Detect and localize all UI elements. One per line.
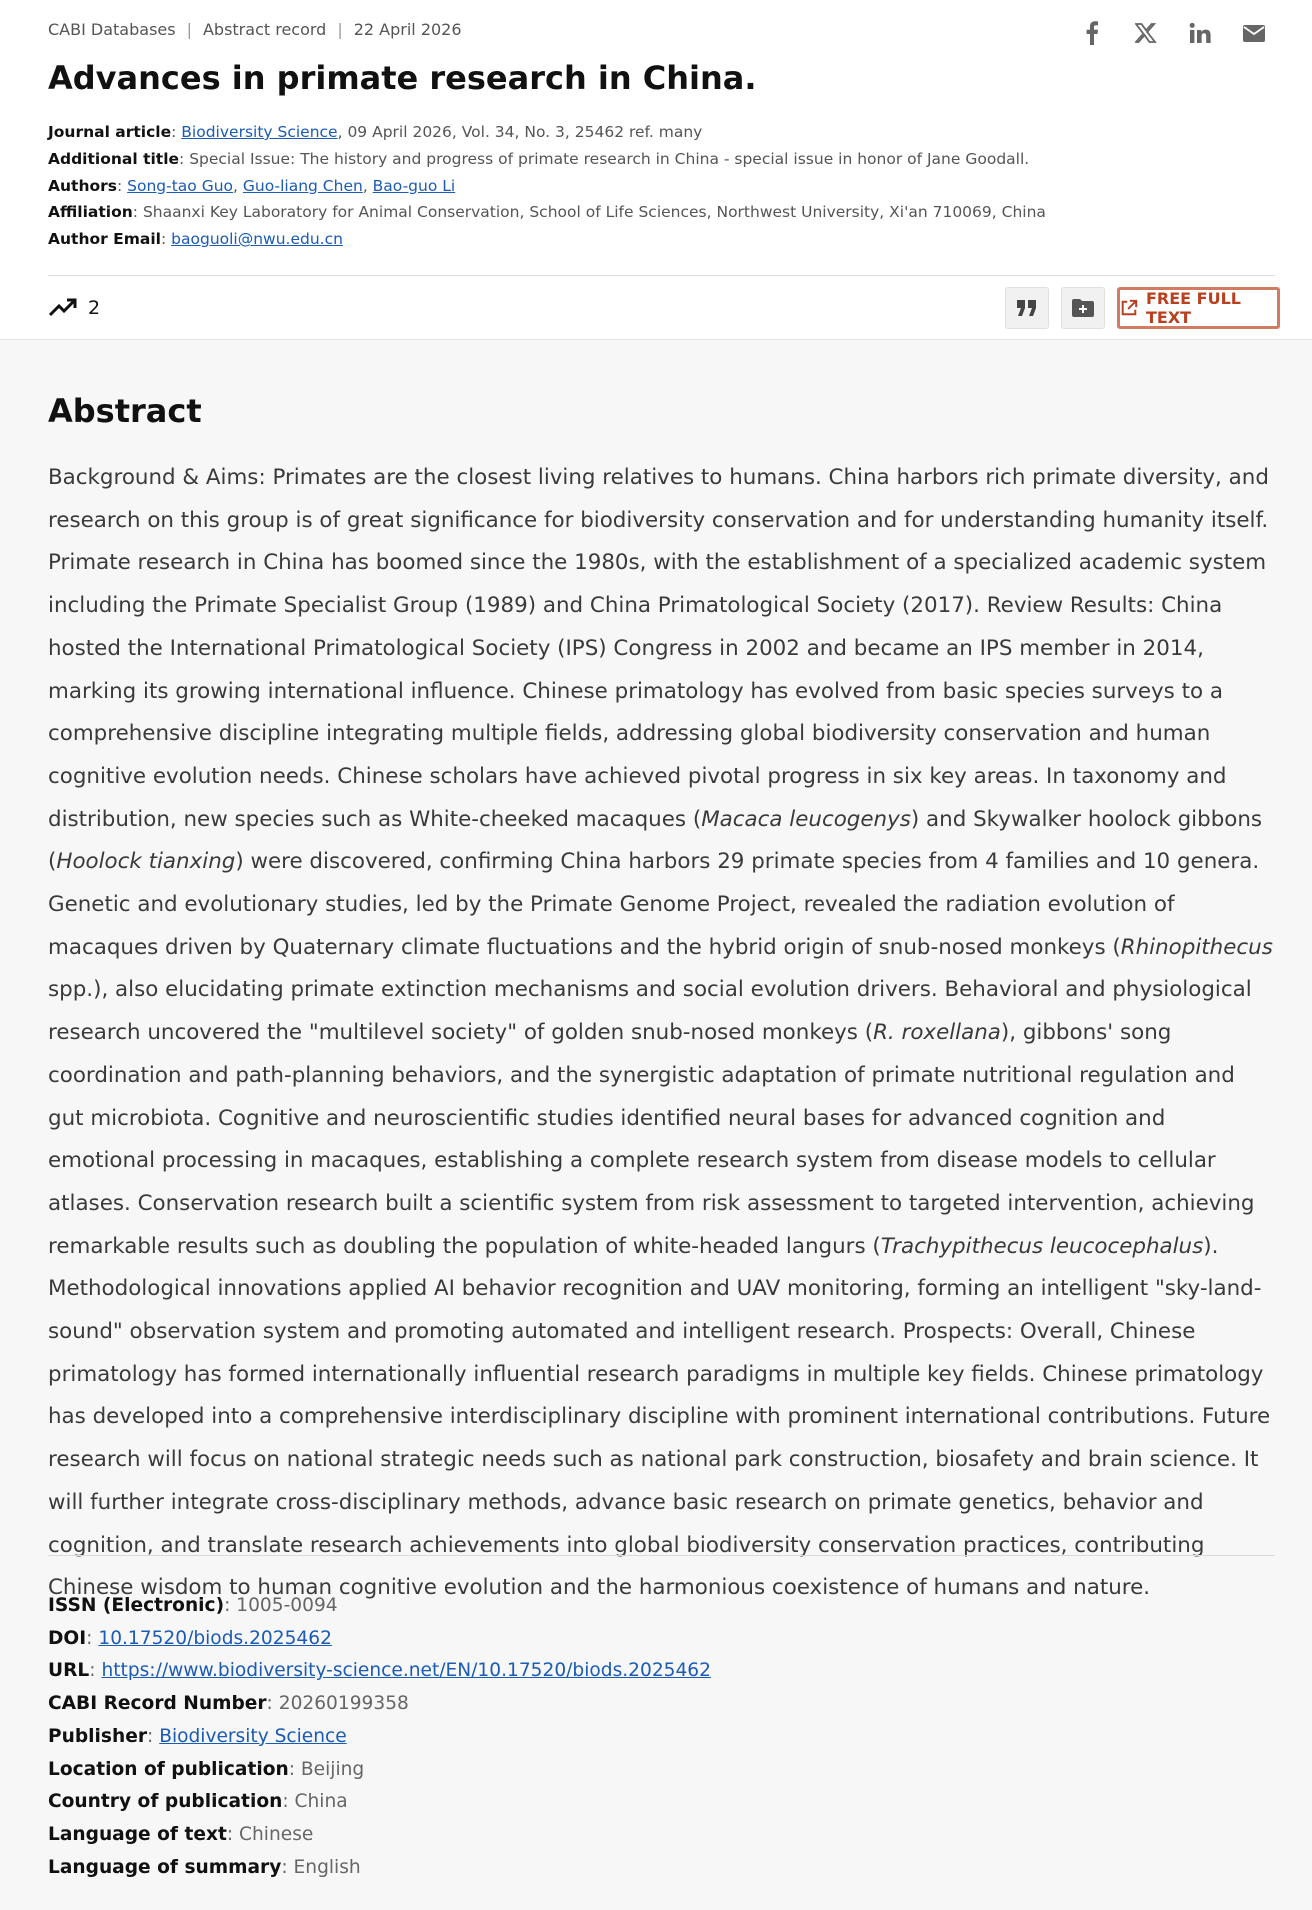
trend-count: 2 (88, 297, 101, 319)
language-text-value: Chinese (239, 1823, 314, 1845)
country-row: Country of publication: China (48, 1791, 348, 1813)
url-label: URL (48, 1660, 90, 1682)
record-meta (48, 119, 1275, 253)
abstract-segment: Background & Aims: Primates are the closest living relatives to humans. China harbors rich primate diversity, and research on this group is of great significance for biodiversity conservation and for understanding humanity itself. Primate research in China has boomed since the 1980s, with the establishment of a specialized academic system including the Primate Specialist Group (1989) and China Primatological Society (2017). Review Results: China hosted the International Primatological Society (IPS) Congress in 2002 and became an IPS member in 2014, marking its growing international influence. Chinese primatology has evolved from basic species surveys to a comprehensive discipline integrating multiple fields, addressing global biodiversity conservation and human cognitive evolution needs. Chinese scholars have achieved pivotal progress in six key areas. In taxonomy and distribution, new species such as White-cheeked macaques ( (48, 465, 1269, 832)
abstract-text (48, 457, 1275, 1610)
country-value: China (294, 1791, 348, 1813)
bibliographic-details (48, 1590, 711, 1884)
free-full-text-button[interactable] (1117, 287, 1280, 329)
free-full-text-label: FREE FULL TEXT (1145, 289, 1241, 327)
affiliation-label: Affiliation (48, 203, 133, 222)
record-number-row: CABI Record Number: 20260199358 (48, 1693, 409, 1715)
issn-label: ISSN (Electronic) (48, 1595, 225, 1616)
facebook-icon[interactable] (1072, 18, 1112, 48)
authors-line: Authors: Song-tao Guo, Guo-liang Chen, Bao-guo Li (48, 176, 456, 195)
abstract-segment: ) were discovered, confirming China harbors 29 primate species from 4 families and 10 genera. Genetic and evolutionary studies, led by the Primate Genome Project, revealed the radiation evolution of macaques driven by Quaternary climate fluctuations and the hybrid origin of snub-nosed monkeys ( (48, 849, 1260, 960)
language-summary-label: Language of summary (48, 1856, 282, 1878)
journal-line: Journal article: Biodiversity Science, 09 April 2026, Vol. 34, No. 3, 25462 ref. many (48, 123, 703, 141)
url-row: URL: https://www.biodiversity-science.net/EN/10.17520/biods.2025462 (48, 1660, 711, 1682)
author-link[interactable]: Guo-liang Chen (242, 176, 363, 195)
abstract-segment: ), gibbons' song coordination and path-planning behaviors, and the synergistic adaptation of primate nutritional regulation and gut microbiota. Cognitive and neuroscientific studies identified neural bases for advanced cognition and emotional processing in macaques, establishing a complete research system from disease models to cellular atlases. Conservation research built a scientific system from risk assessment to targeted intervention, achieving remarkable results such as doubling the population of white-headed langurs ( (48, 1020, 1255, 1259)
email-label: Author Email (48, 230, 161, 249)
trending-up-icon (48, 298, 78, 318)
page-title: Advances in primate research in China. (48, 59, 757, 97)
publisher-row: Publisher: Biodiversity Science (48, 1725, 347, 1747)
journal-info: , 09 April 2026, Vol. 34, No. 3, 25462 ref. many (337, 123, 703, 141)
species-name: Rhinopithecus (1120, 934, 1273, 960)
abstract-segment: spp.), also elucidating primate extinction mechanisms and social evolution drivers. Behavioral and physiological research uncovered the "multilevel society" of golden snub-nosed monkeys ( (48, 977, 1252, 1046)
journal-label: Journal article (48, 123, 172, 141)
language-text-row: Language of text: Chinese (48, 1823, 314, 1845)
doi-link[interactable]: 10.17520/biods.2025462 (98, 1627, 332, 1649)
email-line: Author Email: baoguoli@nwu.edu.cn (48, 230, 343, 249)
abstract-segment: ) and Skywalker hoolock gibbons ( (48, 806, 1263, 875)
record-header (0, 0, 1312, 340)
breadcrumb-record-type: Abstract record (202, 20, 327, 39)
doi-label: DOI (48, 1627, 87, 1649)
quote-icon (1017, 300, 1037, 316)
cite-button[interactable] (1005, 287, 1049, 329)
species-name: Trachypithecus leucocephalus (880, 1233, 1204, 1259)
breadcrumb-separator: | (337, 20, 343, 39)
species-name: Macaca leucogenys (701, 806, 911, 832)
url-link[interactable]: https://www.biodiversity-science.net/EN/10.17520/biods.2025462 (101, 1660, 711, 1682)
publisher-label: Publisher (48, 1725, 148, 1747)
x-icon[interactable] (1126, 18, 1166, 48)
species-name: R. roxellana (873, 1020, 1001, 1046)
additional-title-line: Additional title: Special Issue: The history and progress of primate research in China - special issue in honor of Jane Goodall. (48, 149, 1030, 168)
language-text-label: Language of text (48, 1823, 227, 1845)
species-name: Hoolock tianxing (56, 849, 236, 875)
author-email-link[interactable]: baoguoli@nwu.edu.cn (171, 230, 343, 249)
language-summary-row: Language of summary: English (48, 1856, 361, 1878)
save-to-folder-button[interactable] (1061, 287, 1105, 329)
share-bar (1072, 18, 1274, 48)
email-icon[interactable] (1234, 18, 1274, 48)
location-row: Location of publication: Beijing (48, 1758, 365, 1780)
breadcrumb-separator: | (186, 20, 192, 39)
breadcrumb-date: 22 April 2026 (353, 20, 462, 39)
external-link-icon (1120, 298, 1138, 318)
abstract-heading: Abstract (48, 392, 202, 430)
divider (48, 275, 1275, 276)
abstract-segment: ). Methodological innovations applied AI behavior recognition and UAV monitoring, forming an intelligent "sky-land-sound" observation system and promoting automated and intelligent research. Prospects: Overall, Chinese primatology has formed internationally influential research paradigms in multiple key fields. Chinese primatology has developed into a comprehensive interdisciplinary discipline with prominent international contributions. Future research will focus on national strategic needs such as national park construction, biosafety and brain science. It will further integrate cross-disciplinary methods, advance basic research on primate genetics, behavior and cognition, and translate research achievements into global biodiversity conservation practices, contributing Chinese wisdom to human cognitive evolution and the harmonious coexistence of humans and nature. (48, 1233, 1271, 1601)
issn-value: 1005-0094 (236, 1595, 338, 1616)
breadcrumb-source[interactable]: CABI Databases (48, 20, 176, 39)
affiliation: Shaanxi Key Laboratory for Animal Conservation, School of Life Sciences, Northwest University, Xi'an 710069, China (142, 203, 1046, 222)
author-link[interactable]: Bao-guo Li (372, 176, 456, 195)
folder-add-icon (1072, 299, 1094, 317)
record-number-label: CABI Record Number (48, 1693, 267, 1715)
location-label: Location of publication (48, 1758, 289, 1780)
journal-link[interactable]: Biodiversity Science (181, 123, 338, 141)
additional-title: Special Issue: The history and progress of primate research in China - special issue in honor of Jane Goodall. (189, 149, 1030, 168)
language-summary-value: English (293, 1856, 361, 1878)
record-number-value: 20260199358 (278, 1693, 409, 1715)
country-label: Country of publication (48, 1791, 283, 1813)
linkedin-icon[interactable] (1180, 18, 1220, 48)
location-value: Beijing (300, 1758, 365, 1780)
issn-row: ISSN (Electronic): 1005-0094 (48, 1595, 338, 1616)
divider (48, 1555, 1275, 1556)
author-link[interactable]: Song-tao Guo (127, 176, 234, 195)
action-bar (48, 286, 1280, 330)
additional-title-label: Additional title (48, 149, 180, 168)
affiliation-line: Affiliation: Shaanxi Key Laboratory for Animal Conservation, School of Life Sciences, Northwest University, Xi'an 710069, China (48, 203, 1046, 222)
publisher-link[interactable]: Biodiversity Science (159, 1725, 347, 1747)
doi-row: DOI: 10.17520/biods.2025462 (48, 1627, 332, 1649)
altmetric-trend[interactable] (48, 297, 100, 319)
authors-label: Authors (48, 176, 117, 195)
